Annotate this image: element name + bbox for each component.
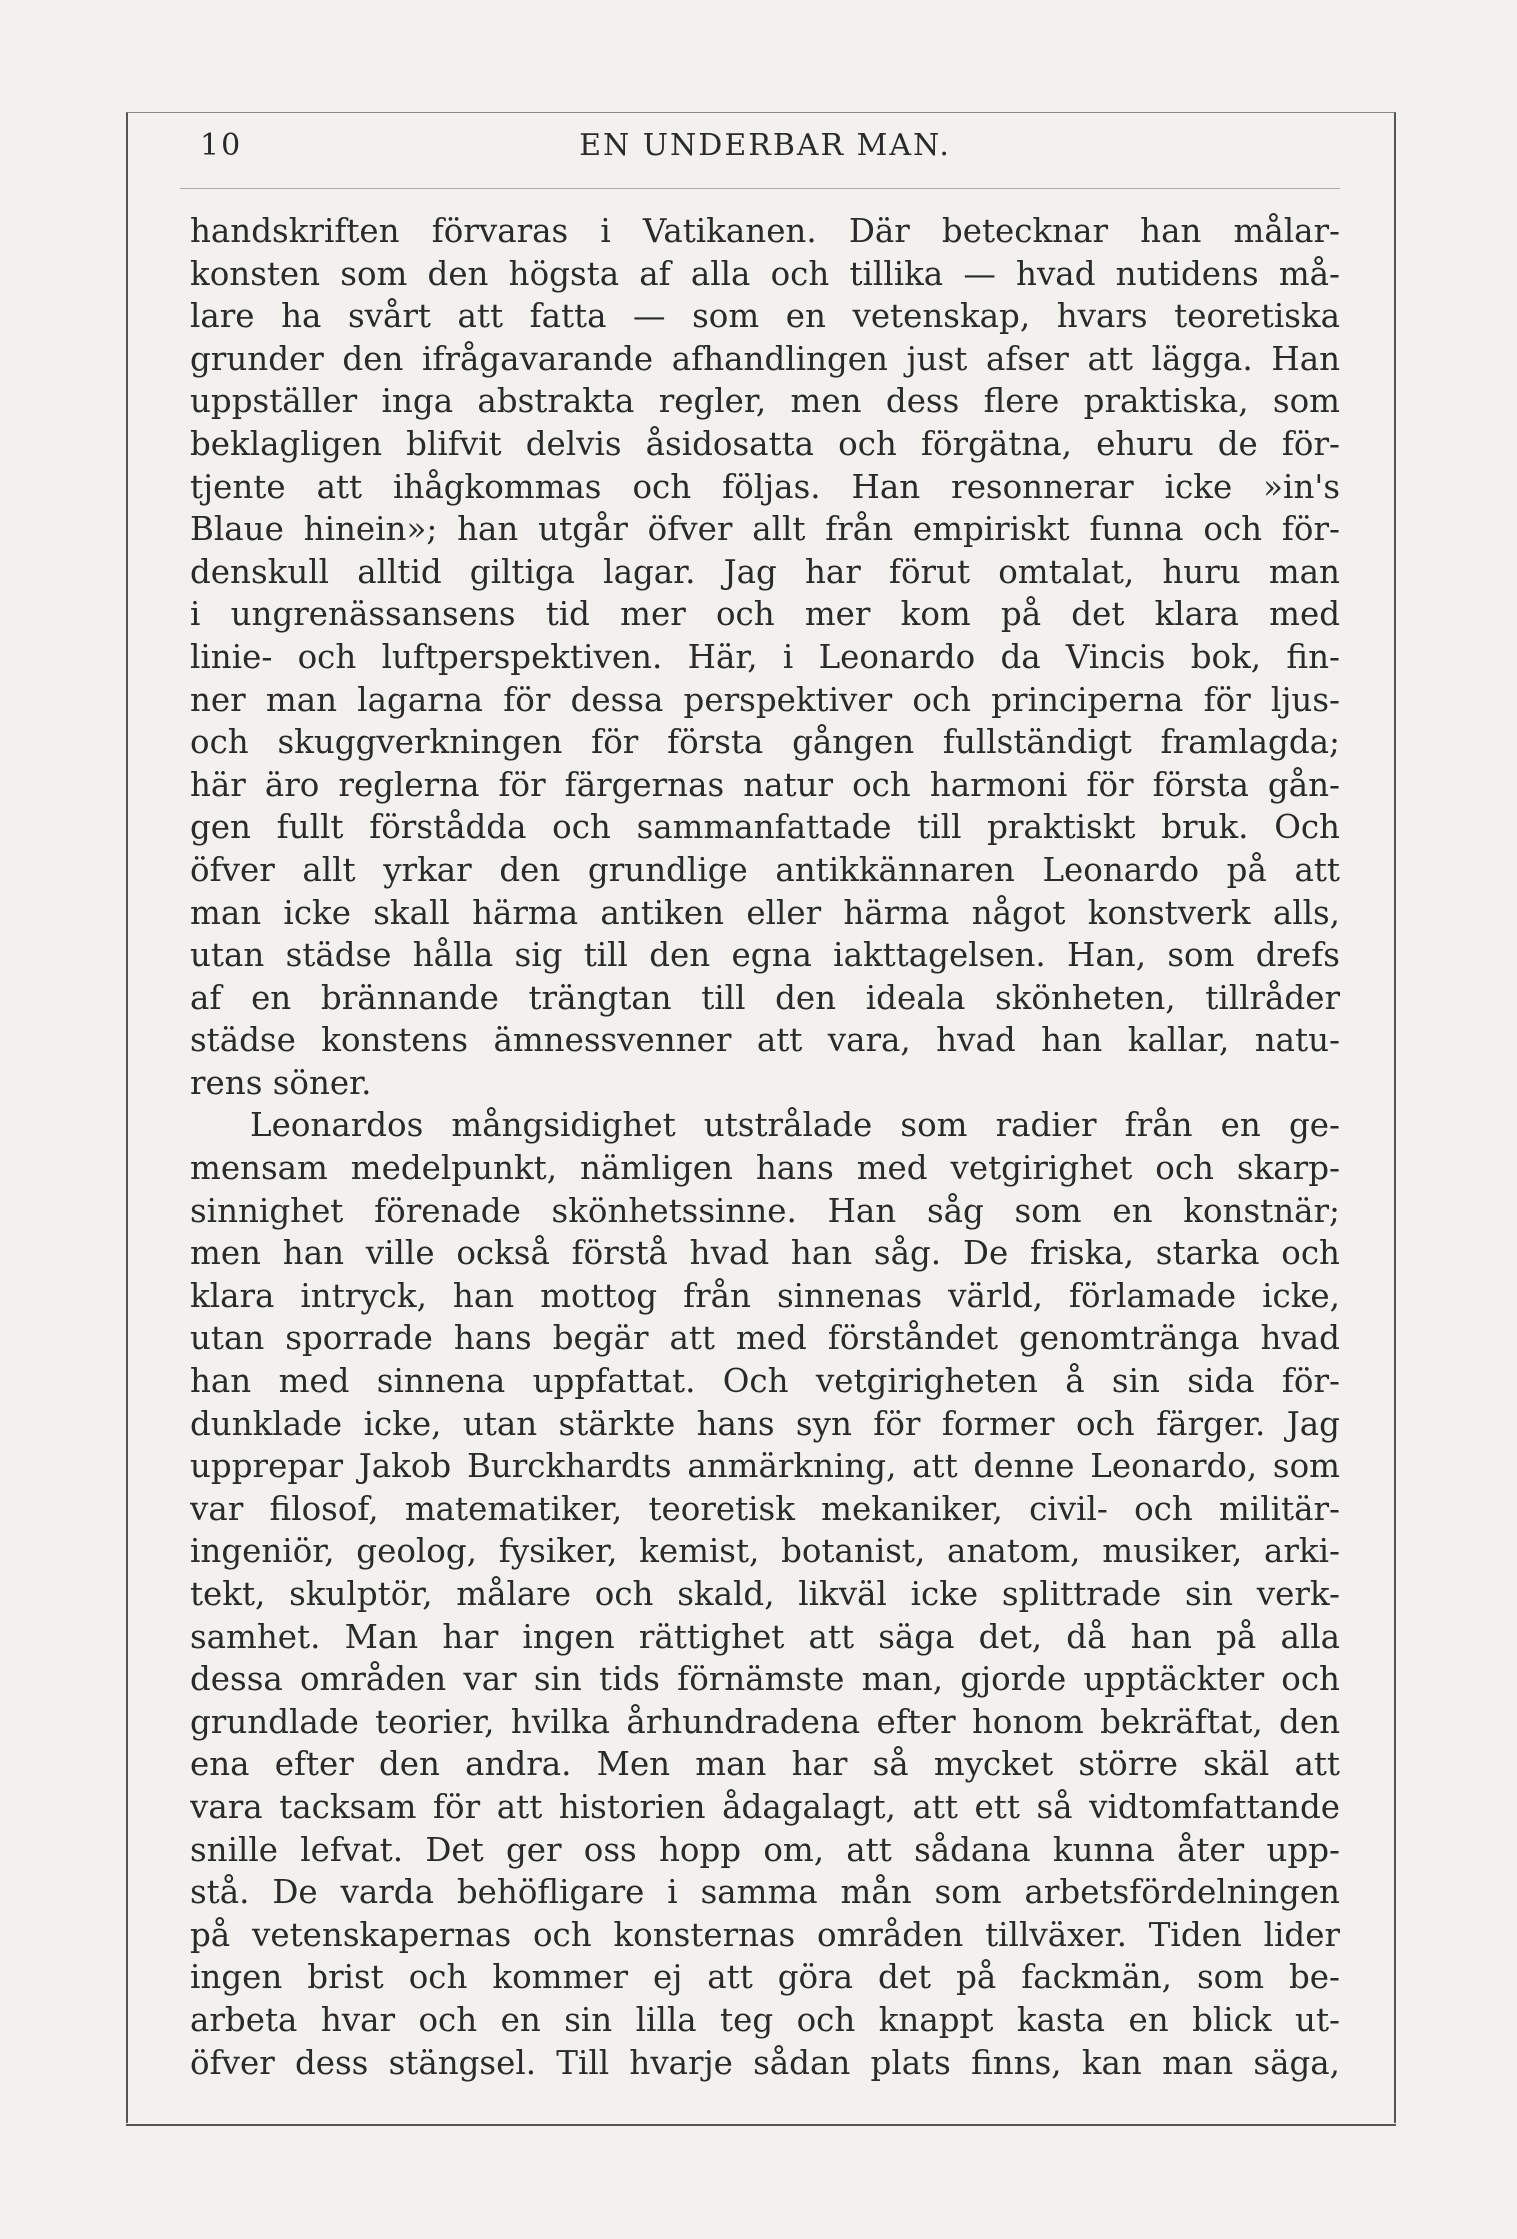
- text-line: öfver dess stängsel. Till hvarje sådan plats finns, kan man säga,: [190, 2043, 1340, 2082]
- text-line: lare ha svårt att fatta — som en vetenskap, hvars teoretiska: [190, 297, 1340, 336]
- text-line: linie- och luftperspektiven. Här, i Leonardo da Vincis bok, fin-: [190, 637, 1340, 676]
- text-line: grunder den ifrågavarande afhandlingen just afser att lägga. Han: [190, 339, 1340, 378]
- text-line: arbeta hvar och en sin lilla teg och knappt kasta en blick ut-: [190, 2000, 1340, 2039]
- text-line: var filosof, matematiker, teoretisk mekaniker, civil- och militär-: [190, 1489, 1340, 1528]
- text-line: Leonardos mångsidighet utstrålade som radier från en ge-: [250, 1106, 1340, 1145]
- text-line: man icke skall härma antiken eller härma något konstverk alls,: [190, 893, 1340, 932]
- text-line: tjente att ihågkommas och följas. Han resonnerar icke »in's: [190, 467, 1340, 506]
- text-line: tekt, skulptör, målare och skald, likväl icke splittrade sin verk-: [190, 1575, 1340, 1613]
- text-line: stå. De varda behöfligare i samma mån som arbetsfördelningen: [190, 1873, 1340, 1912]
- running-title: EN UNDERBAR MAN.: [579, 128, 951, 163]
- text-line: på vetenskapernas och konsternas områden tillväxer. Tiden lider: [190, 1915, 1340, 1954]
- text-line: ingen brist och kommer ej att göra det på fackmän, som be-: [190, 1958, 1340, 1997]
- text-line: gen fullt förstådda och sammanfattade till praktiskt bruk. Och: [190, 808, 1340, 847]
- text-line: han med sinnena uppfattat. Och vetgirigheten å sin sida för-: [190, 1362, 1340, 1401]
- header-rule: [180, 188, 1340, 189]
- text-line: här äro reglerna för färgernas natur och harmoni för första gån-: [190, 765, 1340, 804]
- text-line: i ungrenässansens tid mer och mer kom på det klara med: [190, 595, 1340, 634]
- page-bottom-rule: [126, 2124, 1396, 2126]
- text-line: snille lefvat. Det ger oss hopp om, att sådana kunna åter upp-: [190, 1830, 1340, 1869]
- text-line: ingeniör, geolog, fysiker, kemist, botanist, anatom, musiker, arki-: [190, 1532, 1340, 1571]
- text-line: men han ville också förstå hvad han såg. De friska, starka och: [190, 1234, 1340, 1273]
- text-line: ena efter den andra. Men man har så mycket större skäl att: [190, 1745, 1340, 1784]
- text-line: rens söner.: [190, 1063, 372, 1102]
- text-line: samhet. Man har ingen rättighet att säga det, då han på alla: [190, 1617, 1340, 1656]
- text-line: och skuggverkningen för första gången fullständigt framlagda;: [190, 723, 1340, 762]
- text-line: dunklade icke, utan stärkte hans syn för former och färger. Jag: [190, 1404, 1340, 1443]
- text-line: utan sporrade hans begär att med förståndet genomtränga hvad: [190, 1319, 1340, 1358]
- text-line: öfver allt yrkar den grundlige antikkännaren Leonardo på att: [190, 850, 1340, 889]
- page-number: 10: [200, 128, 243, 163]
- text-line: ner man lagarna för dessa perspektiver och principerna för ljus-: [190, 680, 1340, 719]
- text-line: vara tacksam för att historien ådagalagt, att ett så vidtomfattande: [190, 1787, 1340, 1826]
- text-line: grundlade teorier, hvilka århundradena efter honom bekräftat, den: [190, 1702, 1340, 1741]
- body-text: [190, 210, 1340, 2090]
- running-head: [190, 128, 1340, 168]
- text-line: beklagligen blifvit delvis åsidosatta och förgätna, ehuru de för-: [190, 424, 1340, 463]
- text-line: upprepar Jakob Burckhardts anmärkning, att denne Leonardo, som: [190, 1447, 1340, 1486]
- text-line: Blaue hinein»; han utgår öfver allt från empiriskt funna och för-: [190, 510, 1340, 549]
- text-line: sinnighet förenade skönhetssinne. Han såg som en konstnär;: [190, 1191, 1340, 1230]
- text-line: af en brännande trängtan till den ideala skönheten, tillråder: [190, 978, 1340, 1017]
- text-line: klara intryck, han mottog från sinnenas värld, förlamade icke,: [190, 1276, 1340, 1315]
- text-line: utan städse hålla sig till den egna iakttagelsen. Han, som drefs: [190, 936, 1340, 975]
- text-line: städse konstens ämnessvenner att vara, hvad han kallar, natu-: [190, 1021, 1340, 1060]
- text-line: denskull alltid giltiga lagar. Jag har förut omtalat, huru man: [190, 552, 1340, 591]
- text-line: handskriften förvaras i Vatikanen. Där betecknar han målar-: [190, 212, 1340, 250]
- text-line: uppställer inga abstrakta regler, men dess flere praktiska, som: [190, 382, 1340, 421]
- text-line: dessa områden var sin tids förnämste man, gjorde upptäckter och: [190, 1660, 1340, 1699]
- text-line: konsten som den högsta af alla och tillika — hvad nutidens må-: [190, 254, 1340, 293]
- text-line: mensam medelpunkt, nämligen hans med vetgirighet och skarp-: [190, 1149, 1340, 1188]
